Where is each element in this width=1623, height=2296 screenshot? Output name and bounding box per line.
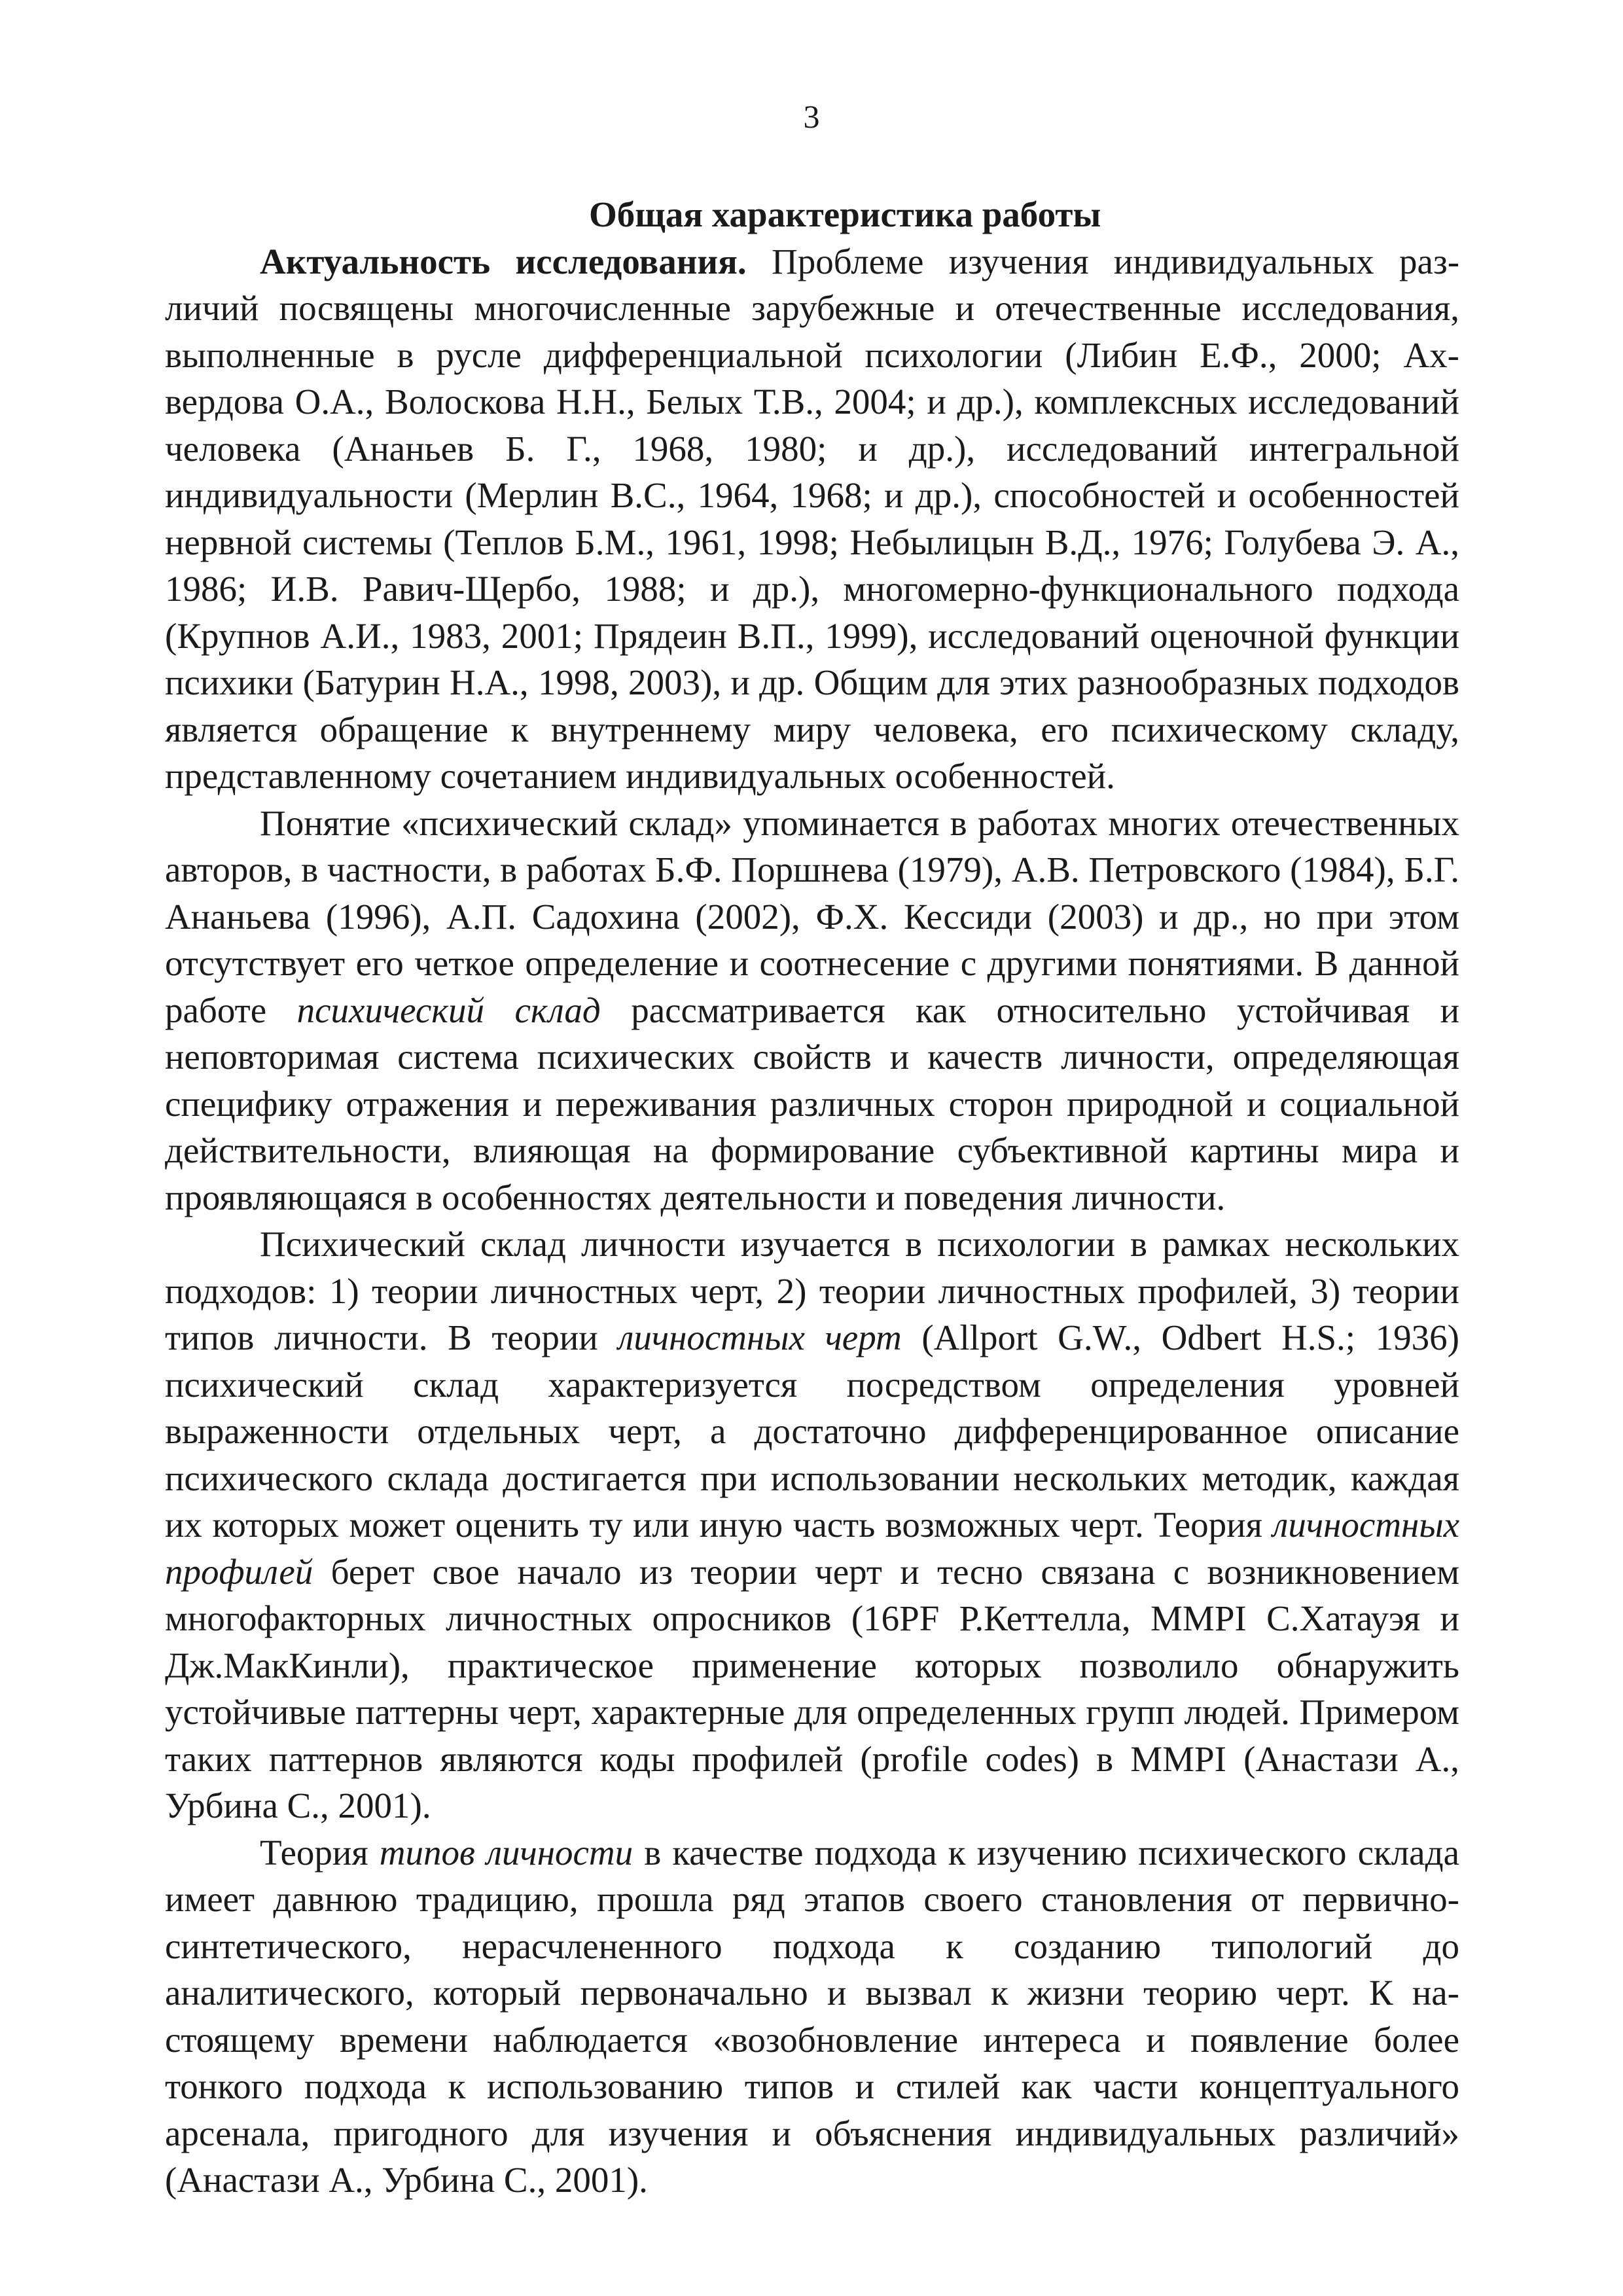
section-title: Общая характеристика работы (589, 194, 1101, 234)
paragraph-lead-heading: Актуальность исследования. (260, 241, 747, 281)
paragraph-text: Психический склад личности изучается в психологии в рамках нескольких подходов: 1) теории личностных черт, 2) теории личностных профилей, 3) теории типов личности. В теории (165, 1224, 1459, 1357)
paragraph-text: Понятие «психический склад» упоминается в работах многих отечественных авторов, в частности, в работах Б.Ф. Поршнева (1979), А.В. Петровского (1984), Б.Г. Ананьева (1996), А.П. Садохина (2002), Ф.Х. Кессиди (2003) и др., но при этом отсутствует его четкое определение и соотнесение с другими понятиями. В данной работе (165, 802, 1459, 1030)
paragraph-text: Теория (260, 1832, 380, 1873)
italic-term: психический склад (296, 990, 601, 1030)
paragraph-approaches (165, 1221, 1459, 1829)
paragraph-mental-makeup-concept (165, 800, 1459, 1221)
italic-term: личностных черт (618, 1318, 902, 1357)
paragraph-text: (Allport G.W., Odbert H.S.; 1936) психический склад характеризуется посредством определения уровней выраженности отдельных черт, а достаточно дифференцированное описание психического склада достигается при использовании нескольких методик, каждая их которых может оценить ту или иную часть возможных черт. Теория (165, 1318, 1459, 1545)
paragraph-text: рассматривается как относительно устойчивая и неповторимая система психических свойств и качеств личности, определяющая специфику отражения и переживания различных сторон природной и социальной действительности, влияющая на формирование субъективной картины мира и проявляющаяся в особенностях деятельности и поведения личности. (165, 990, 1460, 1217)
italic-term: типов личности (379, 1832, 633, 1873)
paragraph-relevance (165, 238, 1459, 800)
italic-term: личностных профилей (165, 1505, 1459, 1592)
page-body (165, 191, 1459, 2204)
paragraph-personality-types (165, 1829, 1459, 2204)
paragraph-text: берет свое начало из теории черт и тесно связана с возникновением многофакторных личностных опросников (16PF Р.Кеттелла, MMPI С.Хатауэя и Дж.МакКинли), практическое применение которых позволило обнаружить устойчивые паттерны черт, характерные для определенных групп людей. Примером таких паттернов являются коды профилей (profile codes) в MMPI (Анастази А., Урбина С., 2001). (165, 1551, 1459, 1825)
page-number: 3 (803, 98, 820, 135)
paragraph-text: в качестве подхода к изучению психического склада имеет давнюю традицию, прошла ряд этапов своего становления от первично-синтетического, нерасчлененного подхода к созданию типологий до аналитического, который первоначально и вызвал к жизни теорию черт. К настоящему времени наблюдается «возобновление интереса и появление более тонкого подхода к использованию типов и стилей как части концептуального арсенала, пригодного для изучения и объяснения индивидуальных различий» (Анастази А., Урбина С., 2001). (165, 1832, 1459, 2200)
paragraph-text: Проблеме изучения индивидуальных различий посвящены многочисленные зарубежные и отечественные исследования, выполненные в русле дифференциальной психологии (Либин Е.Ф., 2000; Ахвердова О.А., Волоскова Н.Н., Белых Т.В., 2004; и др.), комплексных исследований человека (Ананьев Б. Г., 1968, 1980; и др.), исследований интегральной индивидуальности (Мерлин В.С., 1964, 1968; и др.), способностей и особенностей нервной системы (Теплов Б.М., 1961, 1998; Небылицын В.Д., 1976; Голубева Э. А., 1986; И.В. Равич-Щербо, 1988; и др.), многомерно-функционального подхода (Крупнов А.И., 1983, 2001; Прядеин В.П., 1999), исследований оценочной функции психики (Батурин Н.А., 1998, 2003), и др. Общим для этих разнообразных подходов является обращение к внутреннему миру человека, его психическому складу, представленному сочетанием индивидуальных особенностей. (165, 241, 1460, 796)
